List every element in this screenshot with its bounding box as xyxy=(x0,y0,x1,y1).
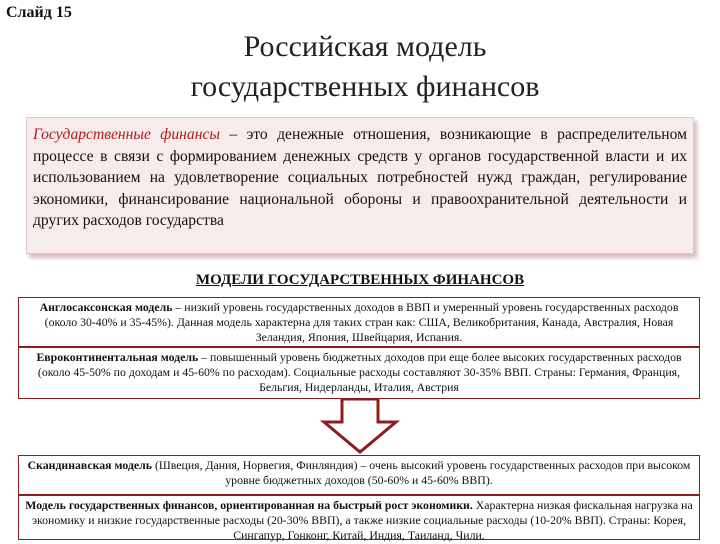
model-name: Модель государственных финансов, ориентированная на быстрый рост экономики. xyxy=(25,498,473,512)
definition-text: – это денежные отношения, возникающие в распределительном процессе в связи с формированием денежных средств у органов государственной власти и их использованием на удовлетворение социальных потребностей нужд граждан, регулирование экономики, финансирование национальной обороны и правоохранительной деятельности и других расходов государства xyxy=(33,126,687,229)
model-box-euro-continental xyxy=(18,347,700,399)
models-heading: МОДЕЛИ ГОСУДАРСТВЕННЫХ ФИНАНСОВ xyxy=(195,272,525,288)
model-description: (Швеция, Дания, Норвегия, Финляндия) – очень высокий уровень государственных расходов при высоком уровне бюджетных доходов (50-60% и 45-60% ВВП). xyxy=(152,458,691,488)
model-name: Евроконтинентальная модель xyxy=(36,350,199,364)
model-name: Скандинавская модель xyxy=(27,458,153,472)
model-description: – повышенный уровень бюджетных доходов при еще более высоких государственных расходов (около 45-50% по доходам и 45-60% по расходам). Социальные расходы составляют 30-35% ВВП. Страны: Германия, Франция, Бельгия, Нидерланды, Италия, Австрия xyxy=(37,350,682,395)
model-box-anglo-saxon xyxy=(18,297,700,347)
model-box-growth-oriented xyxy=(18,495,700,543)
model-name: Англосаксонская модель xyxy=(39,300,173,314)
model-box-scandinavian xyxy=(18,455,700,495)
slide-number: Слайд 15 xyxy=(6,4,72,21)
page-title xyxy=(150,27,580,107)
title-line-1: Российская модель xyxy=(243,30,487,63)
down-arrow-icon xyxy=(320,398,400,454)
model-description: Характерна низкая фискальная нагрузка на экономику и низкие государственные расходы (20-30% ВВП), а также низкие социальные расходы (10-20% ВВП). Страны: Корея, Сингапур, Гонконг, Китай, Индия, Таиланд, Чили. xyxy=(31,498,693,543)
model-description: – низкий уровень государственных доходов в ВВП и умеренный уровень государственных расходов (около 30-40% и 35-45%). Данная модель характерна для таких стран как: США, Великобритания, Канада, Австралия, Новая Зеландия, Япония, Швейцария, Испания. xyxy=(44,300,679,345)
title-line-2: государственных финансов xyxy=(190,70,540,103)
definition-term: Государственные финансы xyxy=(33,126,220,143)
definition-box xyxy=(26,117,694,254)
